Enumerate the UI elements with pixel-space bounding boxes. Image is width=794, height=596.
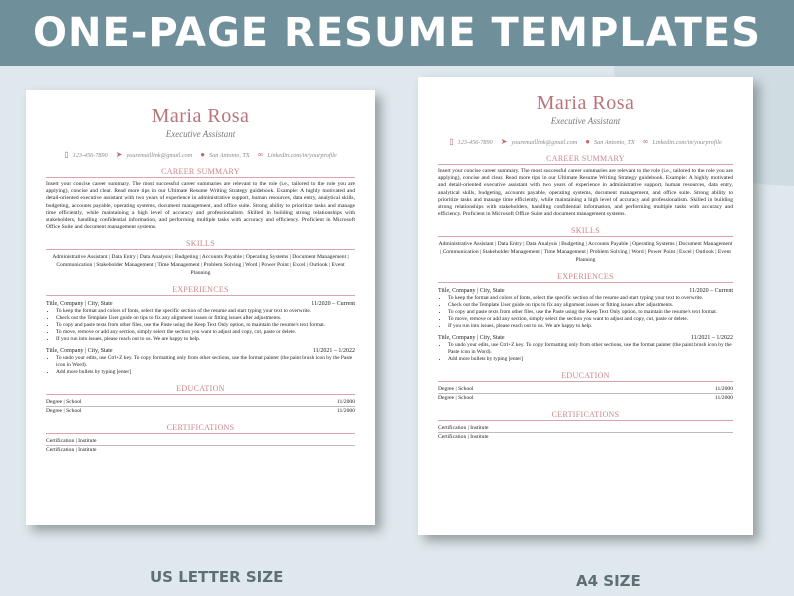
education-date: 11/2000: [336, 408, 355, 415]
contact-email: [116, 151, 192, 159]
banner-title: ONE-PAGE RESUME TEMPLATES: [32, 10, 762, 56]
contact-location: [585, 138, 634, 146]
bullet-item: • Check out the Template User guide on tips to fix any alignment issues or fitting issues after adjustments.: [56, 315, 355, 322]
header-banner: [0, 0, 794, 66]
contact-linkedin: [643, 138, 722, 146]
skills-text: Administrative Assistant | Data Entry | Data Analysis | Budgeting | Accounts Payable | Operating Systems | Document Management | Communication | Stakeholder Management | Time Management | Problem Solving | Word | Power Point | Excel | Outlook | Event Planning: [52, 254, 349, 277]
certification-row: [438, 433, 733, 441]
location-pin-icon: ●: [200, 150, 206, 159]
resume-name: Maria Rosa: [151, 105, 250, 127]
resume-job-title: Executive Assistant: [550, 116, 621, 126]
experience-title: Title, Company | City, State: [46, 348, 113, 355]
contact-phone: [64, 151, 107, 159]
bullet-item: • To keep the format and colors of fonts, select the specific section of the resume and start typing your text to overwrite.: [448, 295, 733, 302]
bullet-item: • If you run into issues, please reach out to us. We are happy to help.: [448, 323, 733, 330]
linkedin-text: Linkedin.com/in/yourprofile: [652, 138, 722, 146]
experience-title: Title, Company | City, State: [46, 301, 113, 308]
experience-dates: 11/2020 – Current: [689, 288, 733, 295]
contact-email: [501, 138, 577, 146]
email-text: youremaillink@gmail.com: [511, 138, 578, 146]
education-label: Degree | School: [438, 395, 474, 402]
phone-text: 123-456-7890: [457, 138, 493, 146]
experience-header: [46, 348, 355, 354]
certification-row: [46, 437, 355, 446]
bullet-item: • Add more bullets by typing [enter]: [56, 369, 355, 376]
send-icon: ➤: [115, 150, 123, 159]
section-heading-education: EDUCATION: [438, 371, 733, 382]
certification-label: Certification | Institute: [46, 447, 97, 454]
section-heading-summary: CAREER SUMMARY: [438, 154, 733, 165]
skills-text: Administrative Assistant | Data Entry | Data Analysis | Budgeting | Accounts Payable | Operating Systems | Document Management | Communication | Stakeholder Management | Time Management | Problem Solving | Word | Power Point | Excel | Outlook | Event Planning: [438, 241, 733, 264]
section-heading-skills: SKILLS: [438, 226, 733, 237]
section-heading-skills: SKILLS: [46, 239, 355, 250]
section-heading-education: EDUCATION: [46, 384, 355, 395]
bullet-item: • To move, remove or add any section, simply select the section you want to adjust and copy, cut, paste or delete.: [448, 316, 733, 323]
experience-bullets: [448, 342, 733, 363]
experience-dates: 11/2020 – Current: [311, 301, 355, 308]
certification-label: Certification | Institute: [438, 434, 489, 441]
link-icon: ∞: [257, 150, 264, 159]
section-heading-experiences: EXPERIENCES: [438, 272, 733, 283]
bullet-item: • To keep the format and colors of fonts, select the specific section of the resume and start typing your text to overwrite.: [56, 308, 355, 315]
location-pin-icon: ●: [585, 137, 591, 146]
experience-dates: 11/2021 – 1/2022: [312, 348, 355, 355]
experience-bullets: [56, 308, 355, 343]
summary-text: Insert your concise career summary. The most successful career summaries are relevant to the role (i.e., tailored to the role you are applying), concise and clear. Read more tips in our Ultimate Resume Writing Strategy guidebook. Example: A highly motivated and detail-oriented executive assistant with two years of experience in administrative support, human resources, data entry, analytical skills, budgeting, accounts payable, operating systems, document management, and office suite. Strong ability to prioritize tasks and manage time efficiently, while maintaining a high level of accuracy and professionalism. Skilled in building strong relationships with stakeholders, handling confidential information, and performing multiple tasks with accuracy and efficiency. Proficient in Microsoft Office Suite and document management systems.: [438, 168, 733, 218]
contact-linkedin: [258, 151, 337, 159]
education-row: [46, 407, 355, 415]
education-date: 11/2000: [714, 395, 733, 402]
education-label: Degree | School: [46, 399, 82, 406]
experience-title: Title, Company | City, State: [438, 288, 505, 295]
send-icon: ➤: [500, 137, 508, 146]
bullet-item: • Check out the Template User guide on tips to fix any alignment issues or fitting issues after adjustments.: [448, 302, 733, 309]
certification-row: [438, 424, 733, 433]
section-heading-certifications: CERTIFICATIONS: [46, 423, 355, 434]
summary-text: Insert your concise career summary. The most successful career summaries are relevant to the role (i.e., tailored to the role you are applying), concise and clear. Read more tips in our Ultimate Resume Writing Strategy guidebook. Example: A highly motivated and detail-oriented executive assistant with two years of experience in administrative support, human resources, data entry, analytical skills, budgeting, accounts payable, operating systems, document management, and office suite. Strong ability to prioritize tasks and manage time efficiently, while maintaining a high level of accuracy and professionalism. Skilled in building strong relationships with stakeholders, handling confidential information, and performing multiple tasks with accuracy and efficiency. Proficient in Microsoft Office Suite and document management systems.: [46, 181, 355, 231]
experience-header: [46, 301, 355, 307]
bullet-item: • To undo your edits, use Ctrl+Z key. To copy formatting only from other sections, use the format painter (the paint brush icon by the Paste icon in Word).: [56, 355, 355, 369]
contact-location: [200, 151, 249, 159]
resume-name: Maria Rosa: [536, 92, 635, 114]
email-text: youremaillink@gmail.com: [126, 151, 193, 159]
bullet-item: • To copy and paste texts from other files, use the Paste using the Keep Text Only option, to maintain the resume's text format.: [56, 322, 355, 329]
caption-us-letter: US LETTER SIZE: [150, 568, 284, 586]
education-label: Degree | School: [46, 408, 82, 415]
education-label: Degree | School: [438, 386, 474, 393]
phone-text: 123-456-7890: [72, 151, 108, 159]
phone-icon: ▯: [449, 137, 454, 146]
bullet-item: • To undo your edits, use Ctrl+Z key. To copy formatting only from other sections, use the format painter (the paint brush icon by the Paste icon in Word).: [448, 342, 733, 356]
location-text: San Antonio, TX: [594, 138, 635, 146]
contact-bar: [418, 138, 753, 146]
section-heading-experiences: EXPERIENCES: [46, 285, 355, 296]
linkedin-text: Linkedin.com/in/yourprofile: [267, 151, 337, 159]
bullet-item: • Add more bullets by typing [enter]: [448, 356, 733, 363]
experience-header: [438, 335, 733, 341]
section-heading-certifications: CERTIFICATIONS: [438, 410, 733, 421]
contact-bar: [26, 151, 375, 159]
certification-row: [46, 446, 355, 454]
certification-label: Certification | Institute: [438, 425, 489, 432]
resume-job-title: Executive Assistant: [165, 129, 236, 139]
experience-dates: 11/2021 – 1/2022: [690, 335, 733, 342]
experience-title: Title, Company | City, State: [438, 335, 505, 342]
phone-icon: ▯: [64, 150, 69, 159]
bullet-item: • If you run into issues, please reach out to us. We are happy to help.: [56, 336, 355, 343]
experience-bullets: [448, 295, 733, 330]
section-heading-summary: CAREER SUMMARY: [46, 167, 355, 178]
experience-header: [438, 288, 733, 294]
certification-label: Certification | Institute: [46, 438, 97, 445]
bullet-item: • To move, remove or add any section, simply select the section you want to adjust and copy, cut, paste or delete.: [56, 329, 355, 336]
education-row: [46, 398, 355, 407]
education-date: 11/2000: [336, 399, 355, 406]
resume-page-us-letter: [26, 90, 375, 525]
bullet-item: • To copy and paste texts from other files, use the Paste using the Keep Text Only option, to maintain the resume's text format.: [448, 309, 733, 316]
education-row: [438, 385, 733, 394]
caption-a4: A4 SIZE: [576, 572, 641, 590]
link-icon: ∞: [642, 137, 649, 146]
contact-phone: [449, 138, 492, 146]
location-text: San Antonio, TX: [209, 151, 250, 159]
experience-bullets: [56, 355, 355, 376]
resume-page-a4: [418, 77, 753, 535]
education-row: [438, 394, 733, 402]
education-date: 11/2000: [714, 386, 733, 393]
